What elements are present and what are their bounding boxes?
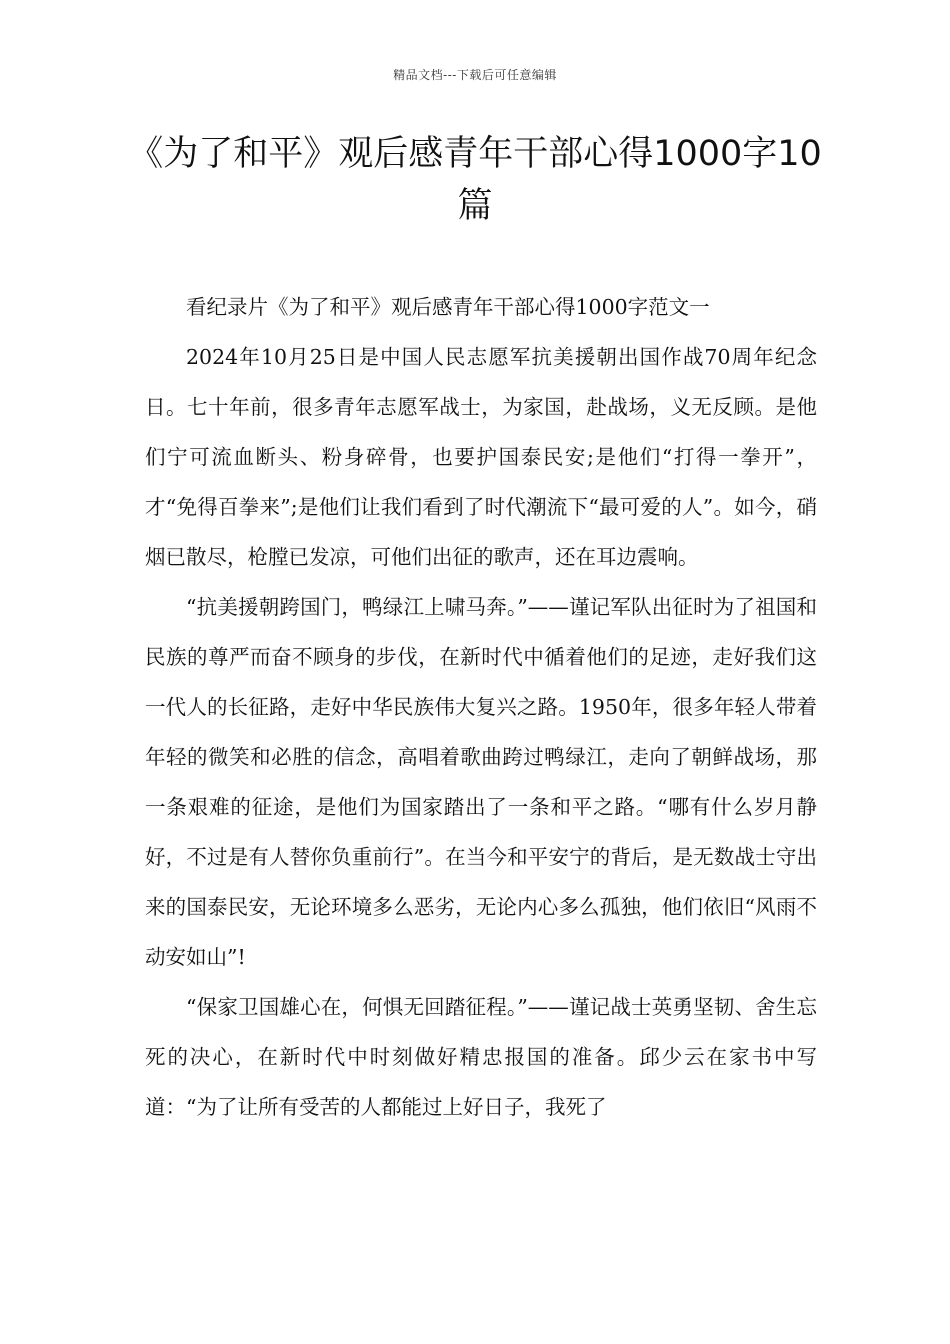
paragraph: 2024年10月25日是中国人民志愿军抗美援朝出国作战70周年纪念日。七十年前，很多青年志愿军战士，为家国，赴战场，义无反顾。是他们宁可流血断头、粉身碎骨，也要护国泰民安;是他们“打得一拳开”，才“免得百拳来”;是他们让我们看到了时代潮流下“最可爱的人”。如今，硝烟已散尽，枪膛已发凉，可他们出征的歌声，还在耳边震响。	[145, 345, 817, 569]
paragraph: 看纪录片《为了和平》观后感青年干部心得1000字范文一	[186, 295, 710, 319]
document-title: 《为了和平》观后感青年干部心得1000字10篇	[128, 134, 822, 226]
document-body	[145, 282, 817, 1132]
paragraph: “保家卫国雄心在，何惧无回踏征程。”——谨记战士英勇坚韧、舍生忘死的决心，在新时代中时刻做好精忠报国的准备。邱少云在家书中写道：“为了让所有受苦的人都能过上好日子，我死了	[145, 995, 817, 1119]
paragraph: “抗美援朝跨国门，鸭绿江上啸马奔。”——谨记军队出征时为了祖国和民族的尊严而奋不顾身的步伐，在新时代中循着他们的足迹，走好我们这一代人的长征路，走好中华民族伟大复兴之路。1950年，很多年轻人带着年轻的微笑和必胜的信念，高唱着歌曲跨过鸭绿江，走向了朝鲜战场，那一条艰难的征途，是他们为国家踏出了一条和平之路。“哪有什么岁月静好，不过是有人替你负重前行”。在当今和平安宁的背后，是无数战士守出来的国泰民安，无论环境多么恶劣，无论内心多么孤独，他们依旧“风雨不动安如山”!	[145, 595, 817, 969]
page-header: 精品文档---下载后可任意编辑	[393, 68, 557, 82]
